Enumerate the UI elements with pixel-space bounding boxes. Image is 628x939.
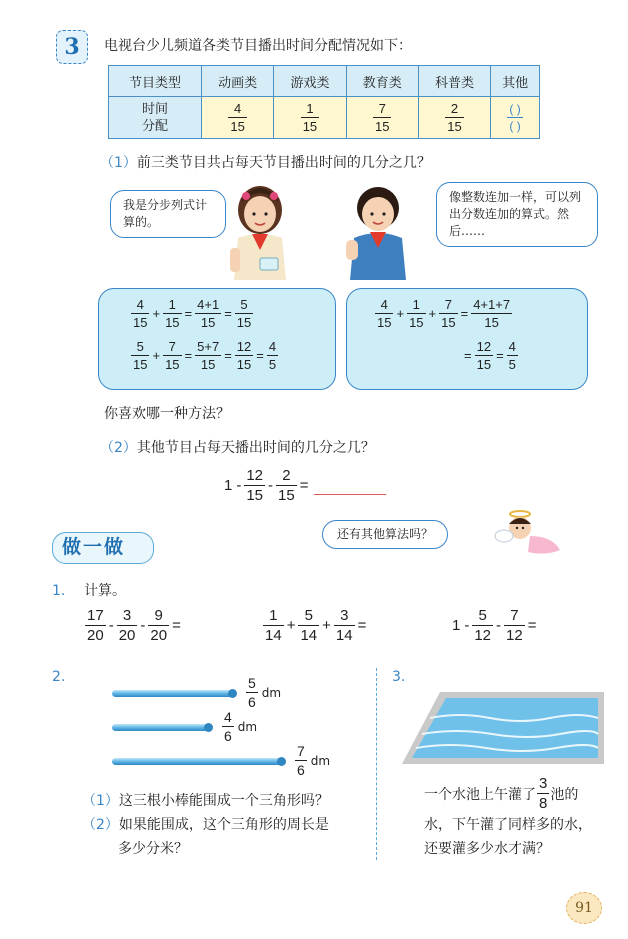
angel-speech-bubble: 还有其他算法吗？ (322, 520, 448, 549)
exercise-3-line-1: 一个水池上午灌了 $\frac{3}{8}$ 池的 (424, 775, 579, 812)
page-number: 91 (575, 900, 593, 916)
exercise-3-number: 3. (392, 669, 406, 685)
prefer-question: 你喜欢哪一种方法？ (104, 406, 230, 422)
exercise-2-question-2-cont: 多少分米？ (118, 841, 188, 857)
question-1 (100, 154, 431, 172)
stick-length-label: $\frac{4}{6}$ dm (224, 709, 258, 744)
question-number: （2） (100, 440, 137, 456)
problem-intro: 电视台少儿频道各类节目播出时间分配情况如下： (104, 38, 412, 54)
continuous-line-1: $\frac{4}{15}$ + $\frac{1}{15}$ + $\frac{7}{15}$ = $\frac{4+1+7}{15}$ (377, 297, 511, 330)
exercise-1-expr-3: 1 - $\frac{5}{12}$ - $\frac{7}{12}$ = (452, 607, 537, 644)
exercise-1-label: 计算。 (84, 583, 126, 599)
girl-speech-bubble: 我是分步列式计算的。 (110, 190, 226, 238)
table-cell: $\frac{2}{15}$ (418, 97, 490, 139)
question-number: （1） (100, 155, 137, 171)
boy-illustration (338, 178, 418, 280)
answer-blank[interactable] (314, 476, 386, 495)
exercise-1-number: 1. (52, 583, 66, 599)
question-text: 前三类节目共占每天节目播出时间的几分之几？ (136, 155, 431, 171)
exercise-1-expr-2: $\frac{1}{14}$ + $\frac{5}{14}$ + $\frac{3}{14}$ = (265, 607, 367, 644)
table-col-name: 动画类 (202, 66, 274, 97)
table-col-name: 教育类 (346, 66, 418, 97)
exercise-2-question-1: （1）这三根小棒能围成一个三角形吗？ (82, 793, 329, 809)
table-cell: $\frac{4}{15}$ (202, 97, 274, 139)
stick-length-label: $\frac{7}{6}$ dm (297, 743, 331, 778)
pool-illustration (400, 688, 606, 768)
stepwise-line-2: $\frac{5}{15}$ + $\frac{7}{15}$ = $\frac{5+7}{15}$ = $\frac{12}{15}$ = $\frac{4}{5}$ (133, 339, 277, 372)
exercise-2-question-2: （2）如果能围成，这个三角形的周长是 (82, 817, 329, 833)
stick-2 (112, 724, 209, 731)
exercise-3-line-2: 水，下午灌了同样多的水， (424, 817, 592, 833)
angel-illustration (490, 506, 570, 562)
q2-expression: 1 - $\frac{12}{15}$ - $\frac{2}{15}$ = (222, 468, 386, 503)
problem-number-badge (56, 30, 88, 64)
stepwise-line-1: $\frac{4}{15}$ + $\frac{1}{15}$ = $\frac{4+1}{15}$ = $\frac{5}{15}$ (133, 297, 252, 330)
stick-3 (112, 758, 282, 765)
column-divider (376, 668, 377, 860)
table-row-label: 时间 分配 (109, 97, 202, 139)
time-distribution-table (108, 65, 540, 139)
table-col-name: 科普类 (418, 66, 490, 97)
girl-illustration (220, 178, 300, 280)
exercise-2-number: 2. (52, 669, 66, 685)
exercise-1-expr-1: $\frac{17}{20}$ - $\frac{3}{20}$ - $\frac{9}{20}$ = (87, 607, 181, 644)
table-col-name: 其他 (491, 66, 540, 97)
question-text: 其他节目占每天播出时间的几分之几？ (136, 440, 375, 456)
stick-length-label: $\frac{5}{6}$ dm (248, 675, 282, 710)
table-cell-blank[interactable]: $\frac{( )}{( )}$ (491, 97, 540, 139)
question-2 (100, 439, 375, 457)
continuous-line-2: = $\frac{12}{15}$ = $\frac{4}{5}$ (464, 339, 516, 372)
table-cell: $\frac{7}{15}$ (346, 97, 418, 139)
exercise-3-line-3: 还要灌多少水才满？ (424, 841, 550, 857)
page-number-badge (566, 892, 602, 924)
table-col-name: 游戏类 (274, 66, 346, 97)
table-header-label: 节目类型 (109, 66, 202, 97)
practice-title: 做一做 (62, 536, 126, 558)
boy-speech-bubble: 像整数连加一样，可以列出分数连加的算式。然后…… (436, 182, 598, 247)
stick-1 (112, 690, 233, 697)
table-cell: $\frac{1}{15}$ (274, 97, 346, 139)
problem-number: 3 (64, 34, 80, 60)
